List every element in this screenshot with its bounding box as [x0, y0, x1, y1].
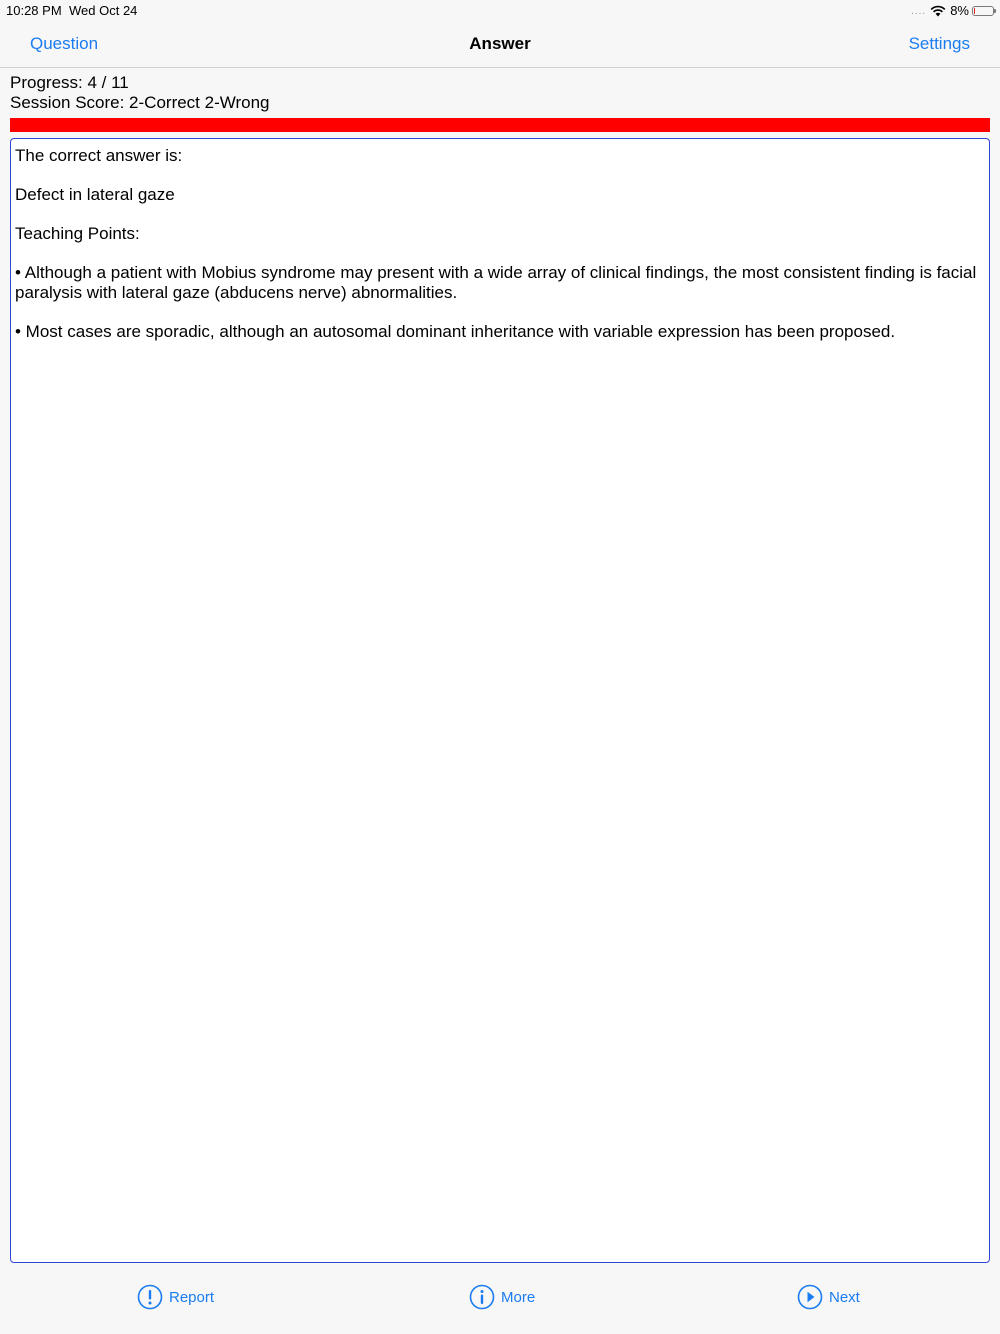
session-progress-bar	[10, 118, 990, 132]
battery-fill	[974, 8, 975, 14]
navigation-bar	[0, 20, 1000, 68]
status-bar	[0, 0, 1000, 20]
bottom-toolbar	[0, 1266, 1000, 1334]
status-indicators	[911, 3, 994, 18]
question-back-button[interactable]: Question	[30, 34, 99, 53]
session-score-text: Session Score: 2-Correct 2-Wrong	[10, 93, 270, 112]
answer-text-area[interactable]	[10, 138, 990, 1263]
play-circle-icon	[797, 1284, 823, 1310]
answer-intro: The correct answer is:	[15, 146, 183, 165]
next-button[interactable]	[797, 1284, 860, 1310]
report-button[interactable]	[137, 1284, 214, 1310]
wifi-icon	[930, 5, 946, 17]
exclamation-circle-icon	[137, 1284, 163, 1310]
battery-percent: 8%	[950, 3, 969, 18]
teaching-points-heading: Teaching Points:	[15, 224, 140, 243]
teaching-point: • Most cases are sporadic, although an autosomal dominant inheritance with variable expression has been proposed.	[15, 322, 896, 341]
correct-answer: Defect in lateral gaze	[15, 185, 175, 204]
page-title: Answer	[469, 34, 531, 53]
more-label: More	[501, 1288, 536, 1306]
battery-icon	[972, 6, 994, 16]
more-button[interactable]	[469, 1284, 535, 1310]
next-label: Next	[829, 1288, 860, 1306]
report-label: Report	[169, 1288, 215, 1306]
status-date: Wed Oct 24	[69, 3, 138, 18]
status-time: 10:28 PM	[6, 3, 62, 18]
cellular-signal-icon: ....	[911, 6, 927, 17]
info-circle-icon	[469, 1284, 495, 1310]
teaching-point: • Although a patient with Mobius syndrome may present with a wide array of clinical findings, the most consistent finding is facial paralysis with lateral gaze (abducens nerve) abnormalities.	[15, 263, 977, 302]
progress-text: Progress: 4 / 11	[10, 73, 129, 92]
settings-button[interactable]: Settings	[908, 34, 970, 53]
